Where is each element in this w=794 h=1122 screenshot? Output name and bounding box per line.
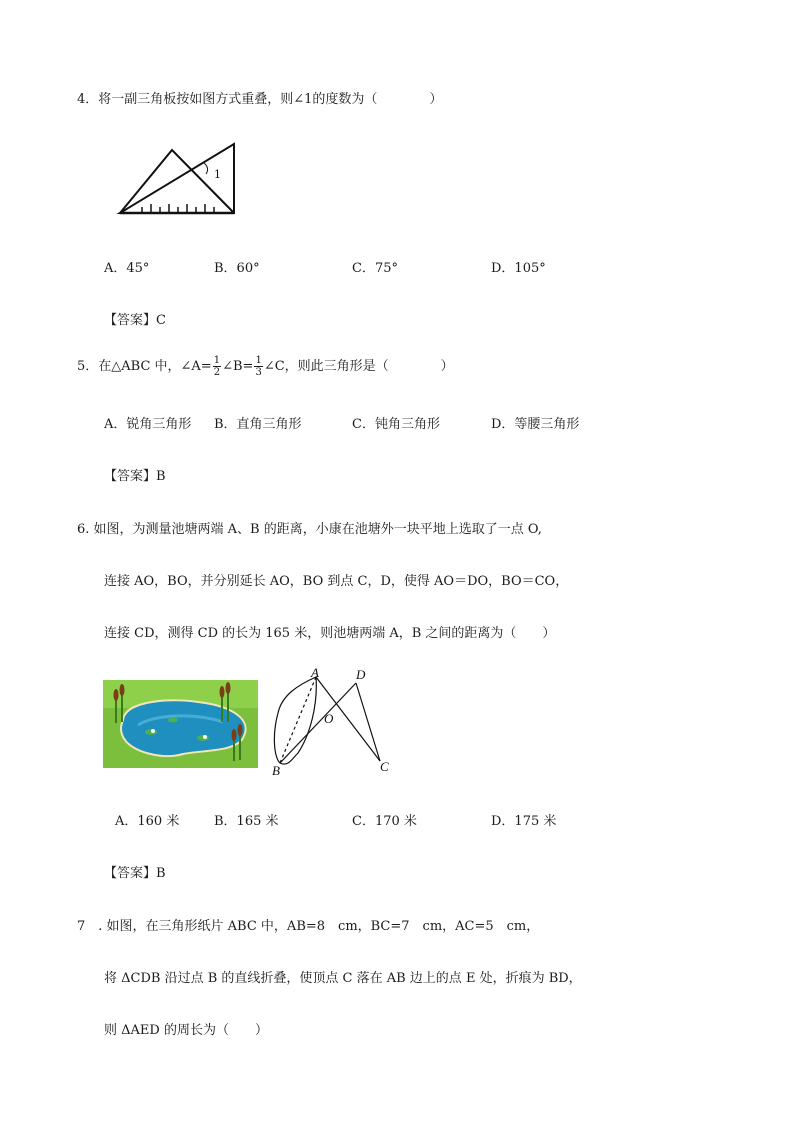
q6-geometry-figure <box>268 665 398 777</box>
q4-stem: 4．将一副三角板按如图方式重叠，则∠1的度数为（ ） <box>77 92 443 107</box>
q7-line2: 将 ΔCDB 沿过点 B 的直线折叠，使顶点 C 落在 AB 边上的点 E 处，折痕为 BD， <box>104 971 582 986</box>
q5-stem: 5．在△ABC 中，∠A= $\frac{1}{2}$ ∠B= $\frac{1}{3}$ ∠C，则此三角形是（ ） <box>77 355 454 378</box>
q4-answer: 【答案】C <box>104 313 166 328</box>
q6-option-d[interactable]: D．175 米 <box>491 814 557 829</box>
q6-line2: 连接 AO，BO，并分别延长 AO，BO 到点 C，D，使得 AO＝DO，BO＝CO， <box>104 574 569 589</box>
q5-option-d[interactable]: D．等腰三角形 <box>491 417 580 432</box>
q5-option-b[interactable]: B．直角三角形 <box>214 417 302 432</box>
pond-illustration <box>103 680 258 768</box>
q6-label-o: O <box>324 711 334 726</box>
q6-label-b: B <box>272 763 280 777</box>
q6-answer: 【答案】B <box>104 866 166 881</box>
q6-option-a[interactable]: A．160 米 <box>115 814 180 829</box>
q4-option-b[interactable]: B．60° <box>214 261 260 276</box>
q5-option-c[interactable]: C．钝角三角形 <box>352 417 440 432</box>
q6-line3: 连接 CD，测得 CD 的长为 165 米，则池塘两端 A，B 之间的距离为（ ） <box>104 626 556 641</box>
q5-fraction-2: $\frac{1}{3}$ <box>255 355 262 378</box>
q4-option-d[interactable]: D．105° <box>491 261 546 276</box>
q4-option-c[interactable]: C．75° <box>352 261 398 276</box>
q5-fraction-1: $\frac{1}{2}$ <box>213 355 221 378</box>
q4-option-a[interactable]: A．45° <box>104 261 150 276</box>
q6-option-c[interactable]: C．170 米 <box>352 814 417 829</box>
q6-option-b[interactable]: B．165 米 <box>214 814 279 829</box>
q7-line1: 7 . 如图，在三角形纸片 ABC 中，AB=8 cm，BC=7 cm，AC=5 cm， <box>77 919 540 934</box>
q6-label-d: D <box>356 667 366 682</box>
q6-label-c: C <box>380 759 389 774</box>
q4-angle-label: 1 <box>214 168 221 181</box>
q6-line1: 6. 如图，为测量池塘两端 A、B 的距离，小康在池塘外一块平地上选取了一点 O, <box>77 522 542 537</box>
q5-answer: 【答案】B <box>104 469 166 484</box>
q5-option-a[interactable]: A．锐角三角形 <box>104 417 192 432</box>
q4-triangle-figure <box>110 138 240 220</box>
q6-label-a: A <box>311 665 319 680</box>
q7-line3: 则 ΔAED 的周长为（ ） <box>104 1023 268 1038</box>
